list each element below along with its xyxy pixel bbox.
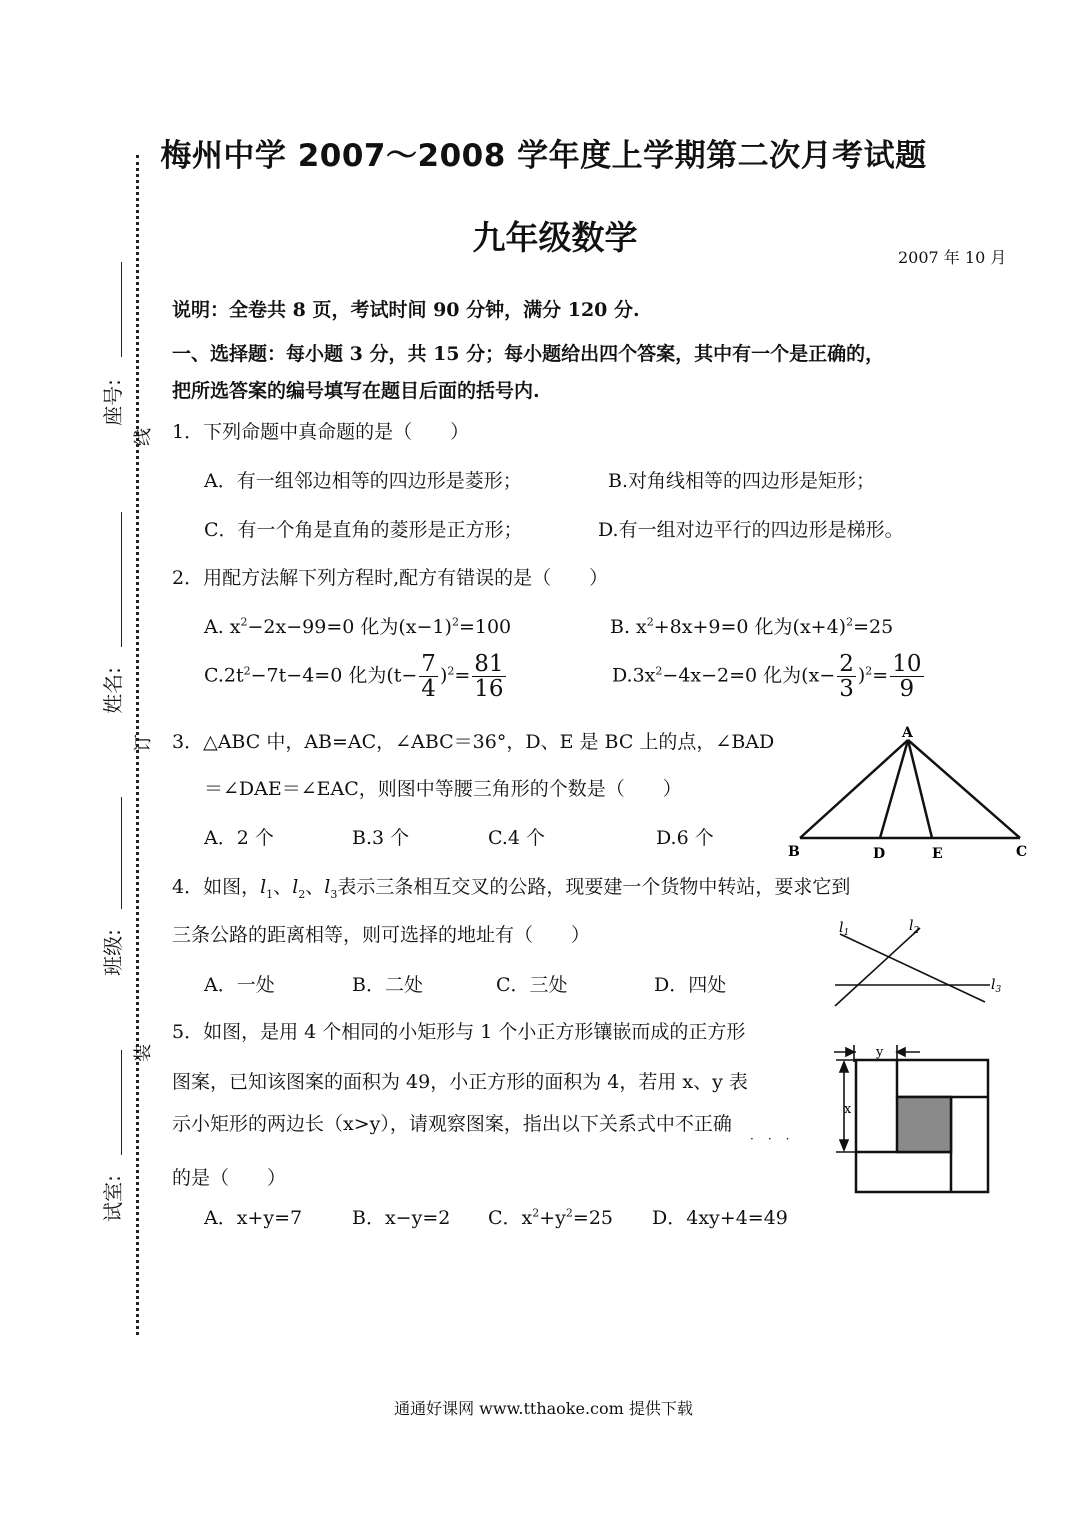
q4-sep1: 、 bbox=[273, 876, 293, 898]
q2-option-c: $C.2t^2-7t-4=0$ 化为(t− $\frac{7}{4}$ )$^2$= $\frac{81}{16}$ bbox=[204, 651, 504, 703]
q1-option-b: B.对角线相等的四边形是矩形； bbox=[608, 470, 876, 492]
q2-c-f1-den: 4 bbox=[421, 676, 436, 703]
q2-c-fraction-2 bbox=[472, 652, 505, 701]
binding-ding-char: 订 bbox=[133, 734, 154, 752]
q2-c-mid2: = bbox=[454, 664, 471, 687]
q2-c-fraction-1 bbox=[419, 652, 438, 701]
q3-option-a: A．2 个 bbox=[204, 827, 274, 849]
q5-fig-y-label: y bbox=[876, 1045, 884, 1060]
instructions-note: 说明：全卷共 8 页，考试时间 90 分钟，满分 120 分. bbox=[172, 299, 640, 321]
q4-line2: 三条公路的距离相等，则可选择的地址有（ ） bbox=[172, 924, 591, 946]
section1-header-line2: 把所选答案的编号填写在题目后面的括号内. bbox=[172, 380, 540, 402]
seat-label: 座号: bbox=[100, 379, 125, 426]
q4-post: 表示三条相互交叉的公路，现要建一个货物中转站，要求它到 bbox=[337, 876, 851, 898]
q2-c-sup2: 2 bbox=[447, 664, 455, 678]
q2-d-fraction-1 bbox=[837, 652, 856, 701]
q2-c-f1-num: 7 bbox=[421, 651, 436, 677]
q4-option-d: D．四处 bbox=[654, 974, 727, 996]
q2-d-f1-den: 3 bbox=[839, 676, 854, 703]
q2-d-fraction-2 bbox=[890, 652, 923, 701]
q3-triangle-figure bbox=[780, 722, 1035, 862]
q4-option-b: B．二处 bbox=[352, 974, 423, 996]
q2-a-sup1: 2 bbox=[240, 615, 248, 629]
q5-c-post: =25 bbox=[572, 1207, 614, 1229]
q5-line1: 5．如图，是用 4 个相同的小矩形与 1 个小正方形镶嵌而成的正方形 bbox=[172, 1021, 746, 1043]
class-label: 班级: bbox=[100, 929, 125, 976]
q2-d-f2-num: 10 bbox=[892, 651, 922, 677]
q5-emphasis-dots: ··· bbox=[750, 1132, 804, 1146]
q1-option-c: C．有一个角是直角的菱形是正方形； bbox=[204, 519, 523, 541]
q3-option-d: D.6 个 bbox=[656, 827, 714, 849]
q2-d-f1-num: 2 bbox=[839, 651, 854, 677]
q3-point-a: A bbox=[902, 725, 913, 741]
q2-c-mid1: −7t−4=0 化为(t− bbox=[250, 664, 418, 687]
q1-stem: 1．下列命题中真命题的是（ ） bbox=[172, 421, 470, 443]
q4-fig-l1: $l_1$ bbox=[839, 920, 850, 938]
q1-option-d: D.有一组对边平行的四边形是梯形。 bbox=[598, 519, 904, 541]
q2-a-prefix: A. x bbox=[204, 616, 241, 638]
q3-line2: ＝∠DAE＝∠EAC，则图中等腰三角形的个数是（ ） bbox=[204, 778, 682, 800]
q5-c-mid: +y bbox=[539, 1207, 566, 1229]
room-underline bbox=[121, 1050, 122, 1155]
q2-d-mid2: = bbox=[872, 664, 889, 687]
q4-l3: l bbox=[324, 876, 331, 898]
q3-point-e: E bbox=[932, 846, 943, 862]
q4-l2-sub: 2 bbox=[298, 887, 306, 901]
q5-option-a: A．x+y=7 bbox=[204, 1207, 303, 1229]
q5-square-pattern-figure bbox=[830, 1040, 1000, 1200]
q2-c-prefix: C.2t bbox=[204, 664, 244, 687]
q4-fig-l2: $l_2$ bbox=[909, 918, 920, 936]
q3-option-b: B.3 个 bbox=[352, 827, 410, 849]
room-label: 试室: bbox=[100, 1175, 125, 1222]
q1-option-a: A．有一组邻边相等的四边形是菱形； bbox=[204, 470, 522, 492]
q2-d-mid1: −4x−2=0 化为(x− bbox=[662, 664, 836, 687]
exam-title: 梅州中学 2007～2008 学年度上学期第二次月考试题 bbox=[160, 138, 927, 174]
q4-l2: l bbox=[292, 876, 299, 898]
q2-option-a bbox=[204, 612, 511, 639]
q2-a-mid1: −2x−99=0 化为(x−1) bbox=[247, 616, 452, 638]
q4-fig-l3: $l_3$ bbox=[991, 977, 1002, 995]
q3-option-c: C.4 个 bbox=[488, 827, 546, 849]
q2-c-f2-num: 81 bbox=[474, 651, 504, 677]
section1-header-line1: 一、选择题：每小题 3 分，共 15 分；每小题给出四个答案，其中有一个是正确的， bbox=[172, 343, 885, 365]
q4-pre: 4．如图， bbox=[172, 876, 261, 898]
q2-a-mid2: =100 bbox=[458, 616, 512, 638]
exam-date: 2007 年 10 月 bbox=[898, 248, 1007, 267]
q5-c-sup2: 2 bbox=[565, 1206, 573, 1220]
q2-option-b bbox=[610, 612, 893, 639]
q4-line1 bbox=[172, 872, 850, 901]
q4-option-c: C．三处 bbox=[496, 974, 568, 996]
q2-a-sup2: 2 bbox=[451, 615, 459, 629]
q2-b-mid1: +8x+9=0 化为(x+4) bbox=[653, 616, 847, 638]
q5-c-sup1: 2 bbox=[532, 1206, 540, 1220]
page-footer: 通通好课网 www.tthaoke.com 提供下载 bbox=[394, 1399, 693, 1418]
seat-underline bbox=[121, 262, 122, 357]
q5-small-square bbox=[897, 1097, 951, 1152]
q2-d-f2-den: 9 bbox=[899, 676, 915, 703]
q5-c-pre: C．x bbox=[488, 1207, 533, 1229]
q5-option-d: D．4xy+4=49 bbox=[652, 1207, 788, 1229]
q4-roads-figure bbox=[825, 910, 1015, 1015]
binding-line-char: 线 bbox=[133, 428, 154, 446]
q2-d-prefix: D.3x bbox=[612, 664, 656, 687]
q5-option-b: B．x−y=2 bbox=[352, 1207, 451, 1229]
q3-line1: 3．△ABC 中，AB=AC，∠ABC＝36°，D、E 是 BC 上的点，∠BAD bbox=[172, 731, 775, 753]
q2-b-sup2: 2 bbox=[846, 615, 854, 629]
exam-subtitle: 九年级数学 bbox=[472, 218, 638, 257]
q2-c-f2-den: 16 bbox=[474, 676, 504, 703]
q2-b-mid2: =25 bbox=[853, 616, 894, 638]
q4-option-a: A．一处 bbox=[204, 974, 275, 996]
q5-fig-x-label: x bbox=[844, 1102, 852, 1117]
q2-d-sup2: 2 bbox=[865, 664, 873, 678]
q2-option-d: $D.3x^2-4x-2=0$ 化为(x− $\frac{2}{3}$ )$^2$= $\frac{10}{9}$ bbox=[612, 651, 922, 703]
q3-point-b: B bbox=[788, 844, 800, 860]
q4-sep2: 、 bbox=[305, 876, 325, 898]
q4-l1: l bbox=[260, 876, 267, 898]
q2-c-sup1: 2 bbox=[243, 664, 251, 678]
q2-d-sup1: 2 bbox=[655, 664, 663, 678]
name-underline bbox=[121, 512, 122, 647]
name-label: 姓名: bbox=[100, 667, 125, 714]
q2-stem: 2．用配方法解下列方程时,配方有错误的是（ ） bbox=[172, 567, 609, 589]
q5-line2: 图案，已知该图案的面积为 49，小正方形的面积为 4，若用 x、y 表 bbox=[172, 1071, 748, 1093]
q2-b-sup1: 2 bbox=[646, 615, 654, 629]
q5-option-c bbox=[488, 1203, 613, 1230]
q2-b-prefix: B. x bbox=[610, 616, 647, 638]
q4-l1-sub: 1 bbox=[266, 887, 274, 901]
q3-point-c: C bbox=[1016, 844, 1028, 860]
q5-line4: 的是（ ） bbox=[172, 1167, 287, 1189]
class-underline bbox=[121, 797, 122, 909]
binding-zhuang-char: 装 bbox=[133, 1044, 154, 1062]
q5-line3: 示小矩形的两边长（x>y），请观察图案，指出以下关系式中不正确 bbox=[172, 1113, 732, 1135]
q4-l3-sub: 3 bbox=[330, 887, 338, 901]
q3-point-d: D bbox=[873, 846, 886, 862]
